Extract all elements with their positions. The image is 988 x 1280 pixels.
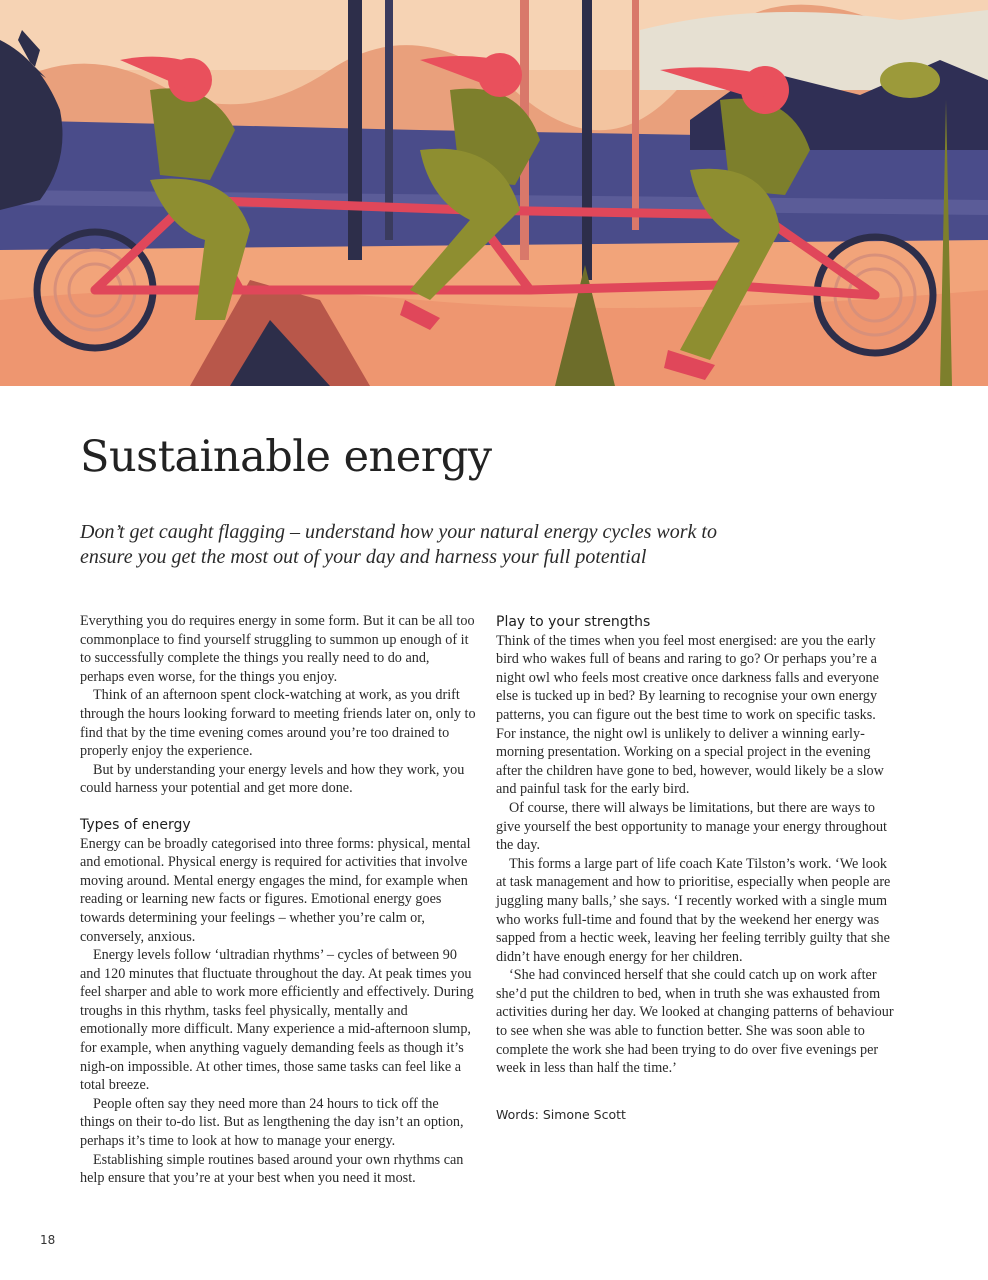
types-paragraph-4: Establishing simple routines based around your own rhythms can help ensure that you’re at your best when you need it most. bbox=[80, 1151, 464, 1187]
page-number: 18 bbox=[40, 1233, 56, 1247]
column-right bbox=[496, 612, 894, 1124]
types-paragraph-2: Energy levels follow ‘ultradian rhythms’ – cycles of between 90 and 120 minutes that fluctuate throughout the day. At peak times you feel sharper and able to work more efficiently and effectively. During troughs in this rhythm, tasks feel physically, mentally and emotionally more difficult. Many experience a mid-afternoon slump, for example, when anything vaguely demanding feels as though it’s nigh-on impossible. At other times, those same tasks can feel like a total breeze. bbox=[80, 947, 474, 1094]
strengths-paragraph-4: ‘She had convinced herself that she could catch up on work after she’d put the children to bed, when in truth she was exhausted from activities during her day. We looked at changing patterns of behaviour to see when she was able to function better. She was soon able to complete the work she had been trying to do over five evenings per week in less than half the time.’ bbox=[496, 967, 894, 1077]
article-standfirst: Don’t get caught flagging – understand how your natural energy cycles work to ensure you get the most out of your day and harness your full potential bbox=[80, 521, 717, 568]
types-paragraph-1: Energy can be broadly categorised into three forms: physical, mental and emotional. Physical energy is required for activities that involve moving around. Mental energy engages the mind, for example when reading or learning new facts or figures. Emotional energy goes towards determining your feelings – whether you’re calm or, conversely, anxious. bbox=[80, 835, 471, 945]
intro-paragraph-2: Think of an afternoon spent clock-watching at work, as you drift through the hours looking forward to meeting friends later on, only to find that by the time evening comes around you’re too drained to properly enjoy the experience. bbox=[80, 687, 476, 760]
intro-paragraph-3: But by understanding your energy levels and how they work, you could harness your potential and get more done. bbox=[80, 761, 465, 797]
strengths-paragraph-1: Think of the times when you feel most energised: are you the early bird who wakes full of beans and raring to go? Or perhaps you’re a night owl who feels most creative once darkness falls and everyone else is tucked up in bed? By learning to recognise your own energy patterns, you can figure out the best time to work on specific tasks. For instance, the night owl is unlikely to deliver a winning early-morning presentation. Working on a special project in the evening after the children have gone to bed, however, would likely be a slow and painful task for the early bird. bbox=[496, 632, 884, 798]
article-title: Sustainable energy bbox=[80, 432, 492, 482]
credit-label: Words: bbox=[496, 1106, 539, 1122]
column-left bbox=[80, 612, 476, 1188]
strengths-paragraph-3: This forms a large part of life coach Kate Tilston’s work. ‘We look at task management and how to prioritise, especially when people are juggling many balls,’ she says. ‘I recently worked with a single mum who works full-time and found that by the weekend her energy was sapped from a hectic week, leaving her feeling terribly guilty that she didn’t have enough energy for her children. bbox=[496, 855, 891, 965]
credit-author: Simone Scott bbox=[542, 1106, 626, 1122]
types-paragraph-3: People often say they need more than 24 hours to tick off the things on their to-do list. But as lengthening the day isn’t an option, perhaps it’s time to look at how to manage your energy. bbox=[80, 1095, 464, 1150]
strengths-paragraph-2: Of course, there will always be limitations, but there are ways to give yourself the best opportunity to manage your energy throughout the day. bbox=[496, 799, 887, 854]
section-heading-play-to-your-strengths: Play to your strengths bbox=[496, 614, 651, 630]
section-heading-types-of-energy: Types of energy bbox=[80, 816, 191, 833]
intro-paragraph-1: Everything you do requires energy in some form. But it can be all too commonplace to find yourself struggling to summon up enough of it to successfully complete the things you really need to do and, perhaps even worse, for the things you enjoy. bbox=[80, 613, 475, 685]
tandem-bicycle-illustration bbox=[0, 0, 988, 386]
hero-illustration bbox=[0, 0, 988, 386]
author-credit bbox=[496, 1106, 894, 1125]
